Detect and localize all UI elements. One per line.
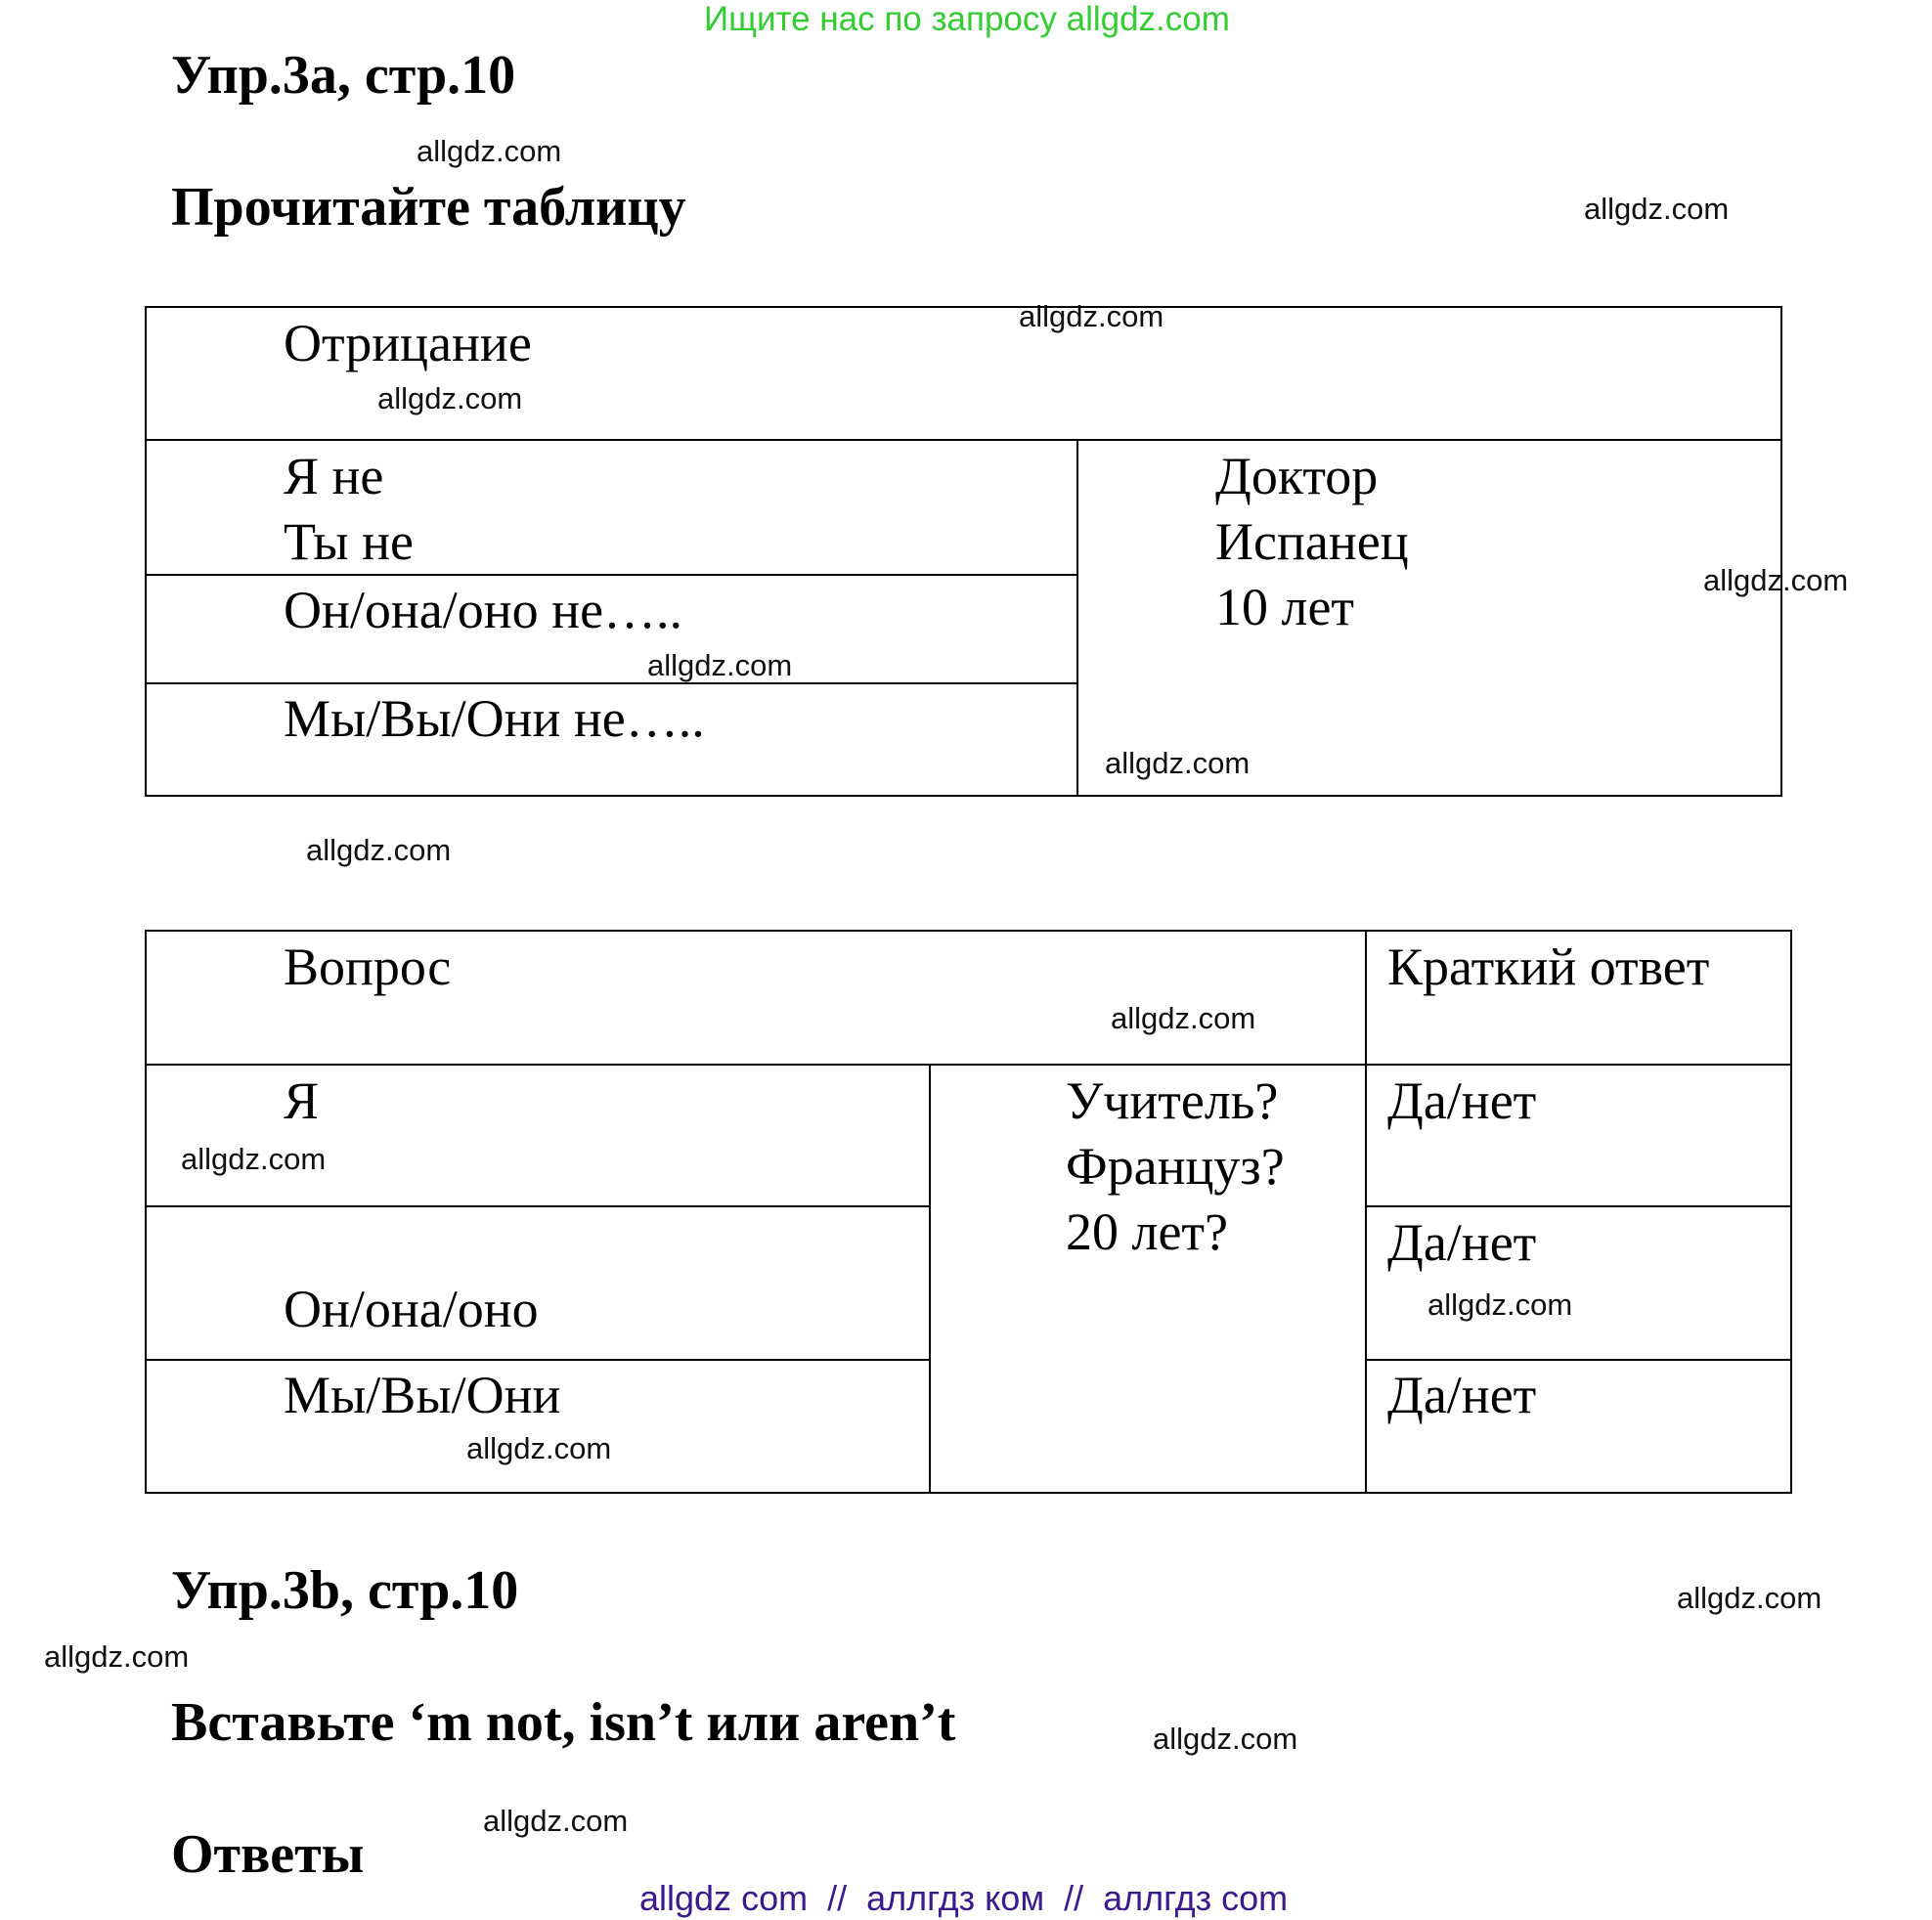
negation-row-1: Я не Ты не [284,447,414,571]
watermark: allgdz.com [466,1431,612,1465]
exercise-3b-instruction: Вставьте ‘m not, isn’t или aren’t [171,1692,956,1753]
watermark: allgdz.com [1703,563,1849,597]
answer-row-3: Да/нет [1387,1366,1537,1424]
watermark: allgdz.com [377,381,523,415]
watermark: allgdz.com [647,648,793,682]
negation-row-3: Мы/Вы/Они не….. [284,689,705,748]
question-row-3: Мы/Вы/Они [284,1366,561,1424]
watermark: allgdz.com [181,1142,327,1176]
watermark: allgdz.com [1019,299,1164,333]
watermark: allgdz.com [1677,1581,1822,1615]
negation-header: Отрицание [284,314,532,372]
watermark: allgdz.com [1153,1722,1298,1756]
question-header: Вопрос [284,938,452,996]
footer-text: allgdz com // аллгдз ком // аллгдз com [639,1878,1289,1918]
watermark: allgdz.com [417,134,562,168]
short-answer-header: Краткий ответ [1387,938,1710,996]
question-row-1: Я [284,1071,320,1130]
watermark: allgdz.com [1584,192,1730,226]
answer-row-2: Да/нет [1387,1213,1537,1272]
question-complements: Учитель? Француз? 20 лет? [1066,1071,1285,1261]
answers-label: Ответы [171,1824,365,1885]
watermark: allgdz.com [44,1639,190,1674]
negation-row-2: Он/она/оно не….. [284,581,683,639]
watermark: allgdz.com [1105,746,1251,780]
answer-row-1: Да/нет [1387,1071,1537,1130]
exercise-3a-instruction: Прочитайте таблицу [171,177,686,238]
banner-text: Ищите нас по запросу allgdz.com [704,0,1230,38]
question-row-2: Он/она/оно [284,1280,539,1338]
watermark: allgdz.com [306,833,452,867]
negation-complements: Доктор Испанец 10 лет [1215,447,1409,636]
watermark: allgdz.com [483,1804,629,1838]
watermark: allgdz.com [1111,1001,1256,1035]
exercise-3a-title: Упр.3a, стр.10 [171,45,516,106]
exercise-3b-title: Упр.3b, стр.10 [171,1560,519,1621]
watermark: allgdz.com [1427,1287,1573,1322]
